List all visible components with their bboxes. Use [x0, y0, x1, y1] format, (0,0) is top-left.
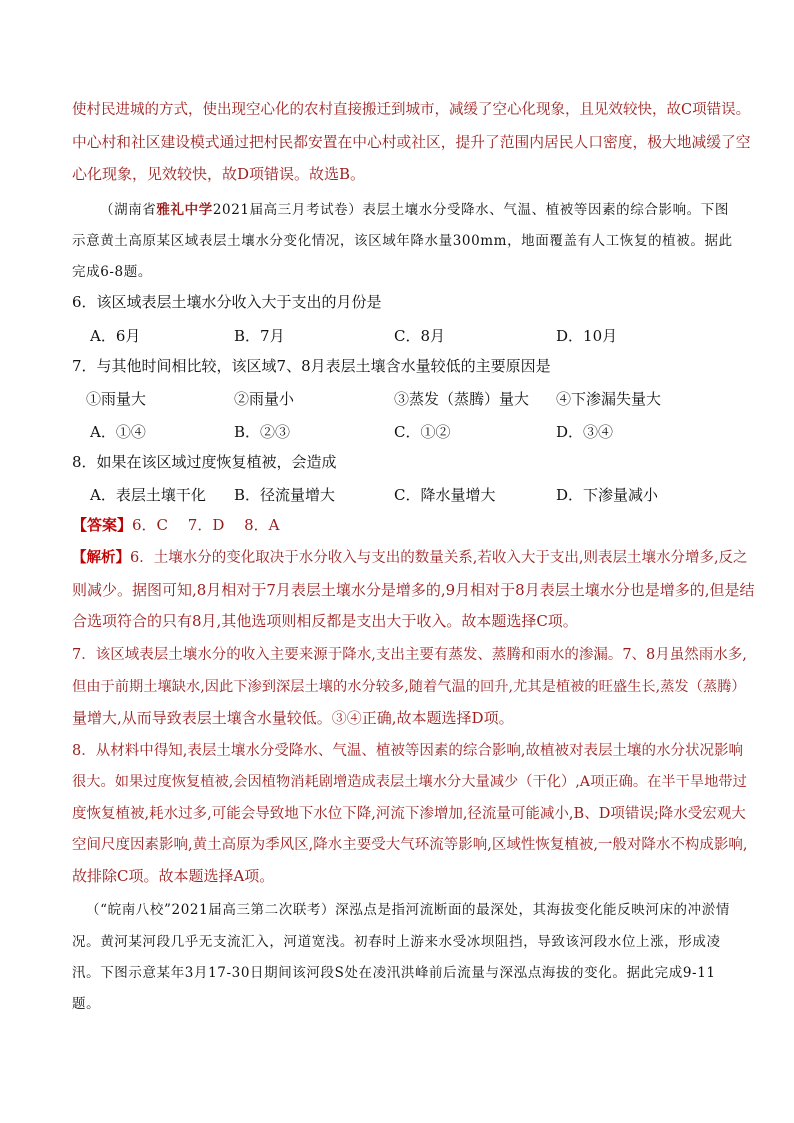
material-2-line-3: 汛。下图示意某年3月17-30日期间该河段S处在凌汛洪峰前后流量与深泓点海拔的变化。据此完成9-11 [72, 965, 716, 981]
q7-option-d: D．③④ [556, 423, 614, 441]
analysis-8-line-3: 度恢复植被,耗水过多,可能会导致地下水位下降,河流下渗增加,径流量可能减小,B、D项错误;降水受宏观大 [72, 806, 746, 822]
material-1-source-school: 雅礼中学 [156, 202, 213, 218]
intro-line-3: 心化现象，见效较快，故D项错误。故选B。 [72, 165, 366, 183]
q6-option-c: C．8月 [394, 327, 446, 345]
intro-line-1: 使村民进城的方式，使出现空心化的农村直接搬迁到城市，减缓了空心化现象，且见效较快，故C项错误。 [72, 102, 751, 118]
answer-text: 6．C 7．D 8．A [132, 516, 280, 534]
q8-option-a: A．表层土壤干化 [90, 486, 206, 504]
analysis-6-line-2: 则减少。据图可知,8月相对于7月表层土壤水分是增多的,9月相对于8月表层土壤水分也是增多的,但是结 [72, 581, 755, 599]
analysis-6-line-3: 合选项符合的只有8月,其他选项则相反都是支出大于收入。故本题选择C项。 [72, 612, 578, 630]
analysis-8-line-4: 空间尺度因素影响,黄土高原为季风区,降水主要受大气环流等影响,区域性恢复植被,一般对降水不构成影响, [72, 837, 748, 853]
material-2-line-1: （“皖南八校”2021届高三第二次联考）深泓点是指河流断面的最深处，其海拔变化能反映河床的冲淤情 [86, 902, 730, 918]
q6-option-b: B．7月 [234, 327, 285, 345]
q7-item-1: ①雨量大 [86, 390, 147, 408]
q8-option-b: B．径流量增大 [234, 486, 336, 504]
analysis-6-line-1 [72, 548, 748, 568]
analysis-7-line-3: 量增大,从而导致表层土壤含水量较低。③④正确,故本题选择D项。 [72, 709, 514, 727]
analysis-8-line-2: 很大。如果过度恢复植被,会因植物消耗剧增造成表层土壤水分大量减少（干化）,A项正确。在半干旱地带过 [72, 774, 747, 790]
material-2-line-2: 况。黄河某河段几乎无支流汇入，河道宽浅。初春时上游来水受冰坝阻挡，导致该河段水位上涨，形成凌 [72, 934, 721, 950]
q7-option-c: C．①② [394, 423, 451, 441]
material-1-line-1 [100, 200, 729, 220]
q7-item-4: ④下渗漏失量大 [556, 390, 662, 408]
q7-item-2: ②雨量小 [234, 390, 295, 408]
q8-option-c: C．降水量增大 [394, 486, 496, 504]
intro-line-2: 中心村和社区建设模式通过把村民都安置在中心村或社区，提升了范围内居民人口密度，极大地减缓了空 [72, 134, 751, 151]
q6-option-d: D．10月 [556, 327, 618, 345]
analysis-8-line-1: 8．从材料中得知,表层土壤水分受降水、气温、植被等因素的综合影响,故植被对表层土壤的水分状况影响 [72, 743, 743, 759]
q7-item-3: ③蒸发（蒸腾）量大 [394, 390, 530, 408]
q7-option-a: A．①④ [90, 423, 146, 441]
material-1-line-3: 完成6-8题。 [72, 264, 152, 280]
answer-tag: 【答案】 [72, 516, 133, 534]
material-2-line-4: 题。 [72, 996, 101, 1012]
q7-stem: 7．与其他时间相比较，该区域7、8月表层土壤含水量较低的主要原因是 [72, 357, 551, 375]
analysis-8-line-5: 故排除C项。故本题选择A项。 [72, 867, 275, 885]
q6-stem: 6．该区域表层土壤水分收入大于支出的月份是 [72, 293, 382, 311]
q8-stem: 8．如果在该区域过度恢复植被，会造成 [72, 453, 337, 471]
analysis-7-line-1: 7．该区域表层土壤水分的收入主要来源于降水,支出主要有蒸发、蒸腾和雨水的渗漏。7、8月虽然雨水多, [72, 647, 747, 663]
analysis-tag: 【解析】 [72, 549, 130, 566]
material-1-source-suffix: 2021届高三月考试卷）表层土壤水分受降水、气温、植被等因素的综合影响。下图 [212, 202, 729, 218]
material-1-line-2: 示意黄土高原某区域表层土壤水分变化情况，该区域年降水量300mm，地面覆盖有人工恢复的植被。据此 [72, 233, 733, 249]
analysis-7-line-2: 但由于前期土壤缺水,因此下渗到深层土壤的水分较多,随着气温的回升,尤其是植被的旺盛生长,蒸发（蒸腾） [72, 679, 746, 695]
answer-line [72, 515, 280, 535]
material-1-source-prefix: （湖南省 [100, 202, 157, 218]
analysis-6-line-1-text: 6．土壤水分的变化取决于水分收入与支出的数量关系,若收入大于支出,则表层土壤水分增多,反之 [130, 550, 748, 566]
q8-option-d: D．下渗量减小 [556, 486, 659, 504]
q7-option-b: B．②③ [234, 423, 291, 441]
q6-option-a: A．6月 [90, 327, 141, 345]
